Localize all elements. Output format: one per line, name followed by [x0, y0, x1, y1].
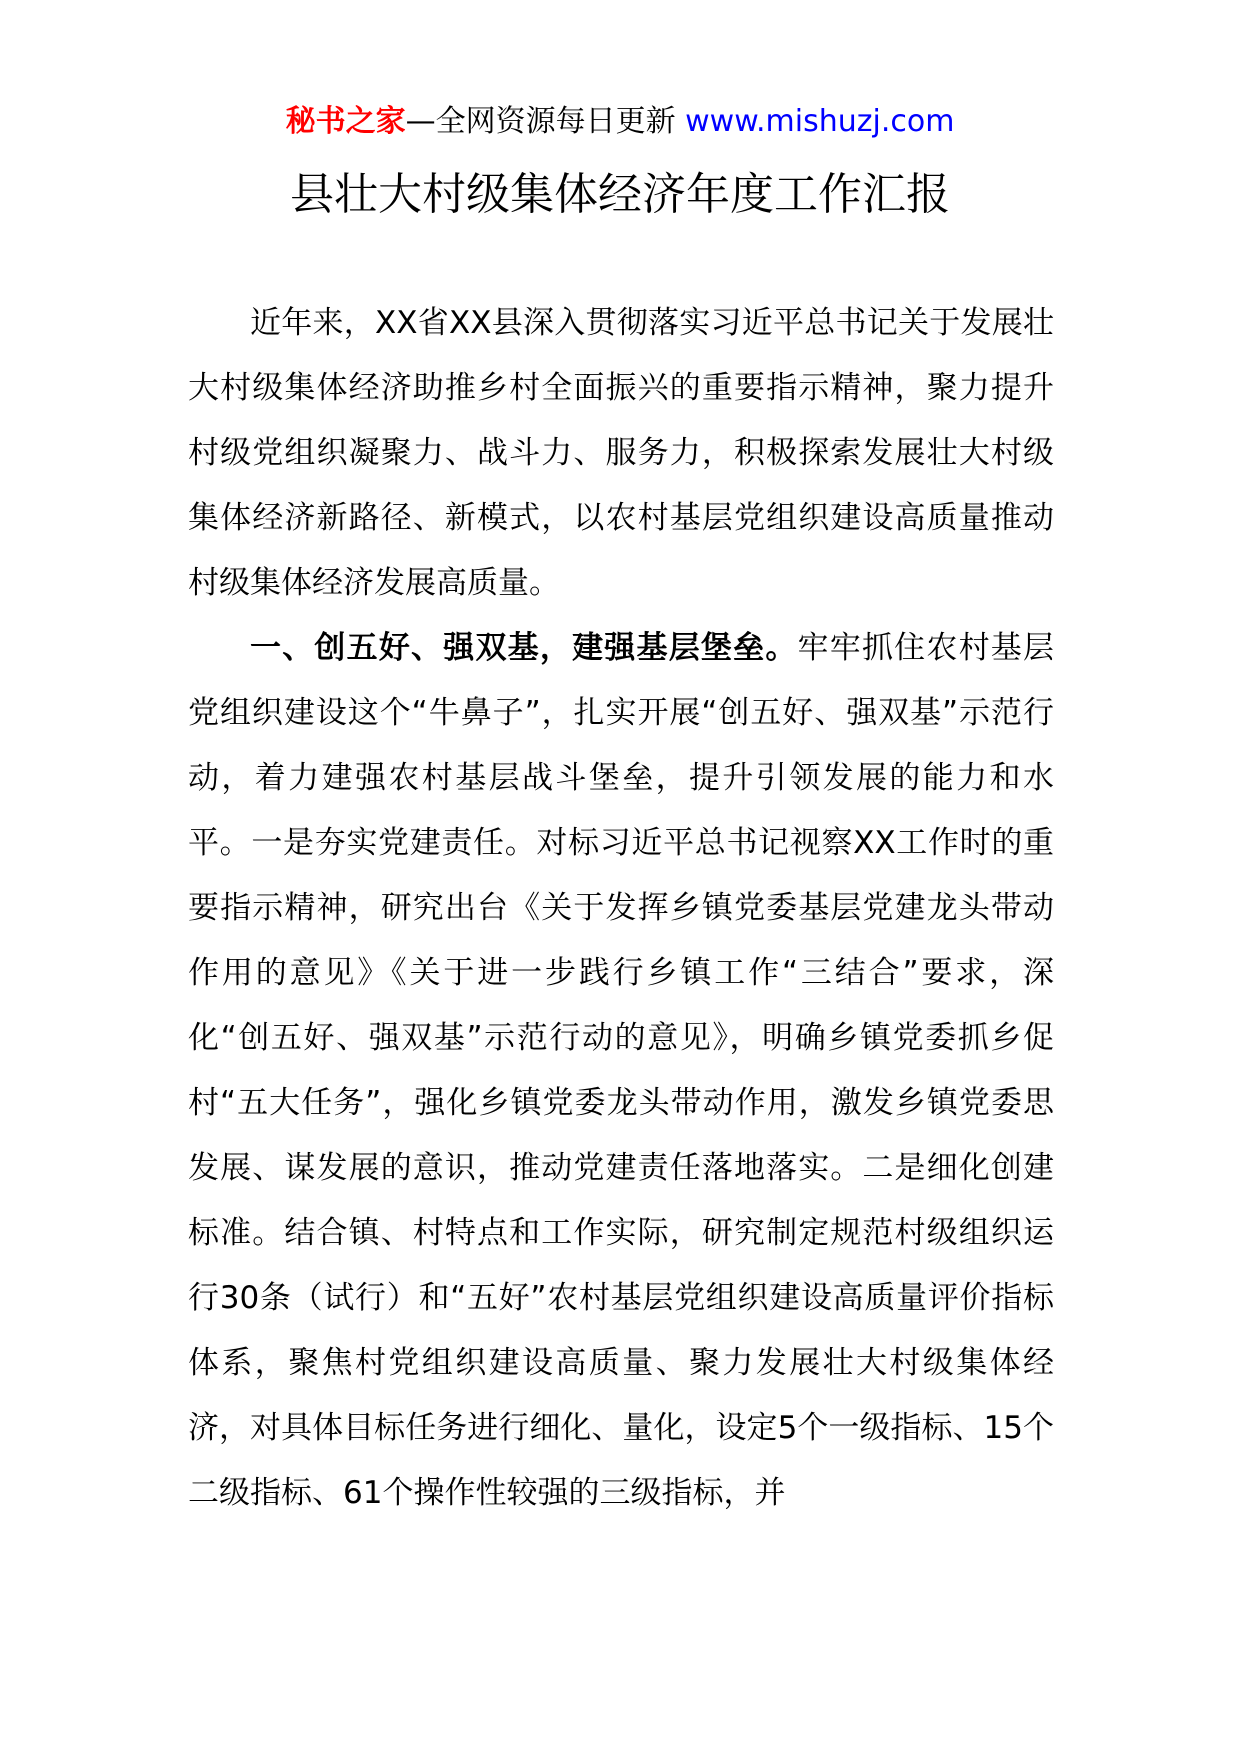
document-body: [188, 291, 1054, 1526]
paragraph-text: 近年来，XX省XX县深入贯彻落实习近平总书记关于发展壮大村级集体经济助推乡村全面振兴的重要指示精神，聚力提升村级党组织凝聚力、战斗力、服务力，积极探索发展壮大村级集体经济新路径、新模式，以农村基层党组织建设高质量推动村级集体经济发展高质量。: [188, 305, 1054, 601]
paragraph-text: 牢牢抓住农村基层党组织建设这个“牛鼻子”，扎实开展“创五好、强双基”示范行动，着力建强农村基层战斗堡垒，提升引领发展的能力和水平。一是夯实党建责任。对标习近平总书记视察XX工作时的重要指示精神，研究出台《关于发挥乡镇党委基层党建龙头带动作用的意见》《关于进一步践行乡镇工作“三结合”要求，深化“创五好、强双基”示范行动的意见》，明确乡镇党委抓乡促村“五大任务”，强化乡镇党委龙头带动作用，激发乡镇党委思发展、谋发展的意识，推动党建责任落地落实。二是细化创建标准。结合镇、村特点和工作实际，研究制定规范村级组织运行30条（试行）和“五好”农村基层党组织建设高质量评价指标体系，聚焦村党组织建设高质量、聚力发展壮大村级集体经济，对具体目标任务进行细化、量化，设定5个一级指标、15个二级指标、61个操作性较强的三级指标，并: [188, 630, 1055, 1511]
paragraph-section-one: [188, 616, 1054, 1526]
brand-name: 秘书之家: [285, 104, 406, 139]
paragraph-intro: [188, 291, 1054, 616]
site-url-link[interactable]: www.mishuzj.com: [685, 104, 955, 139]
document-title: 县壮大村级集体经济年度工作汇报: [290, 169, 950, 220]
banner-tagline: —全网资源每日更新: [405, 104, 686, 139]
site-banner: [0, 100, 1240, 144]
section-heading: 一、创五好、强双基，建强基层堡垒。: [250, 630, 798, 666]
